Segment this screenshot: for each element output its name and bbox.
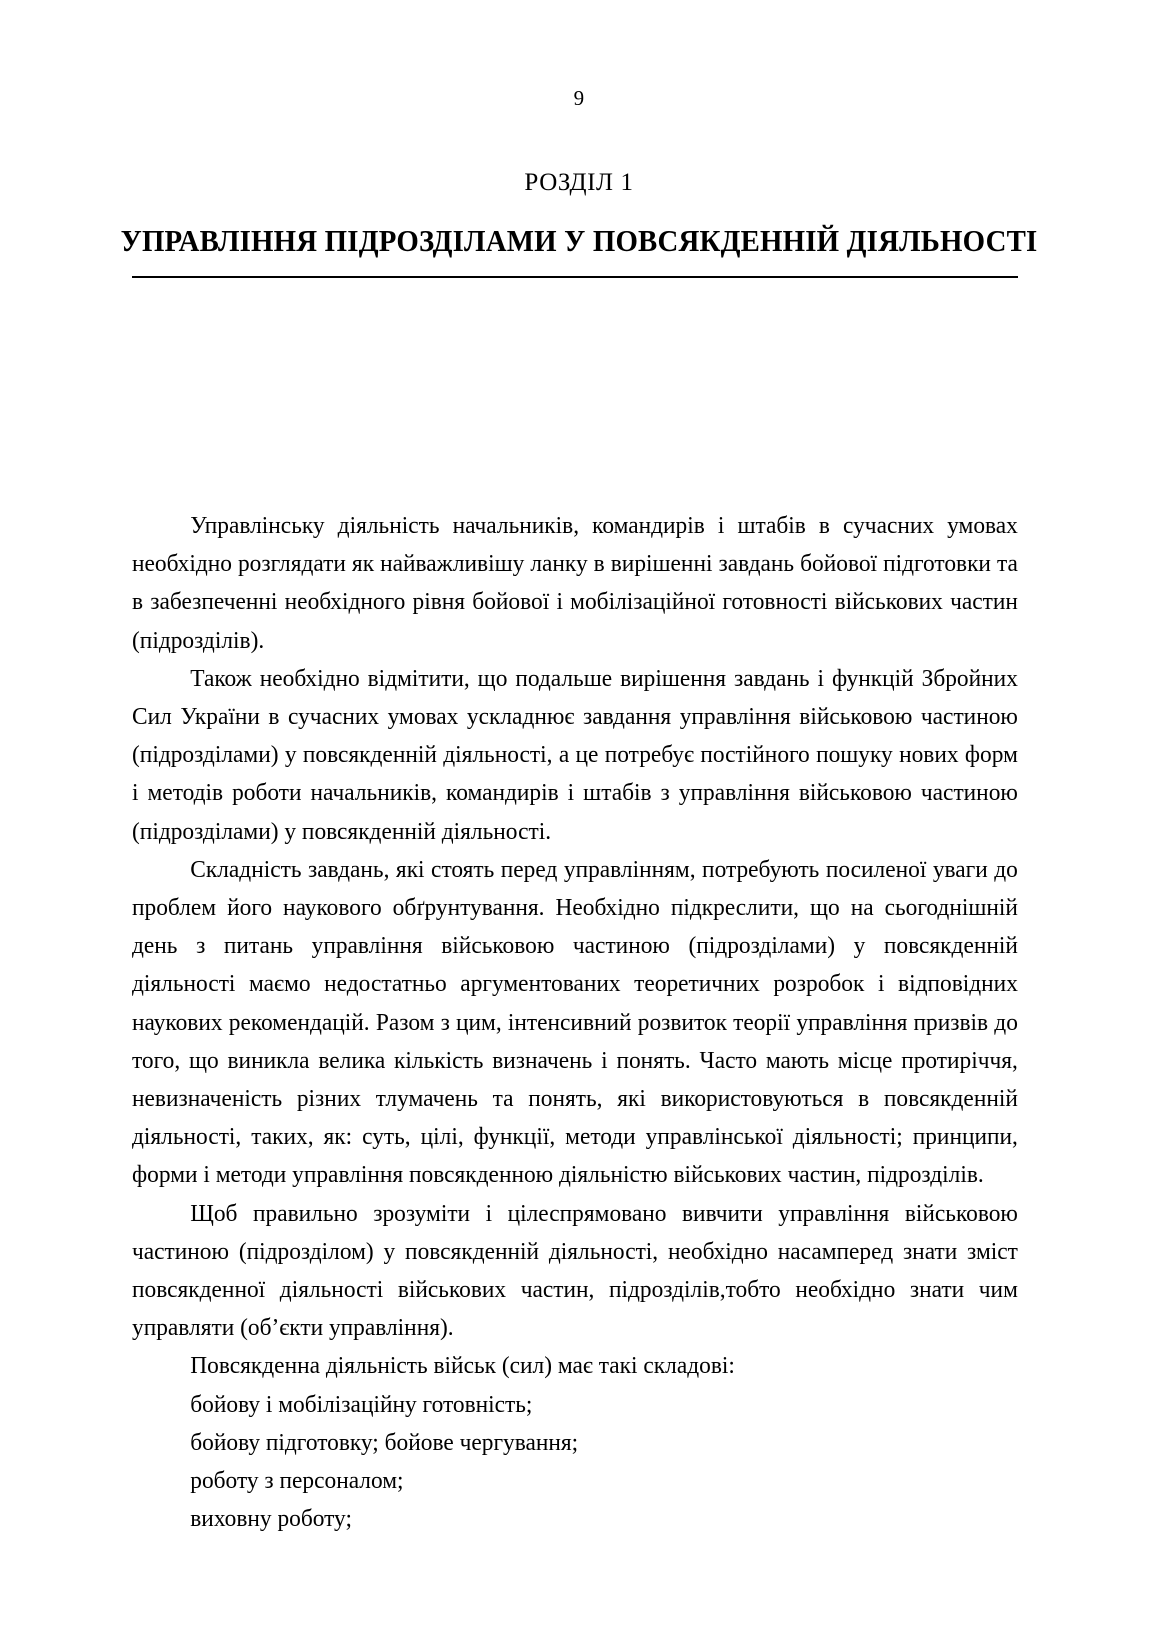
list-intro-line: Повсякденна діяльність військ (сил) має такі складові: bbox=[190, 1352, 735, 1380]
list-item: бойову і мобілізаційну готовність; bbox=[190, 1390, 533, 1418]
paragraph: Управлінську діяльність начальників, командирів і штабів в сучасних умовах необхідно розглядати як найважливішу ланку в вирішенні завдань бойової підготовки та в забезпеченні необхідного рівня бойової і мобілізаційної готовності військових частин (підрозділів). bbox=[132, 512, 1018, 654]
list-item: роботу з персоналом; bbox=[190, 1467, 404, 1495]
paragraph: Також необхідно відмітити, що подальше вирішення завдань і функцій Збройних Сил України в сучасних умовах ускладнює завдання управління військовою частиною (підрозділами) у повсякденній діяльності, а це потребує постійного пошуку нових форм і методів роботи начальників, командирів і штабів з управління військовою частиною (підрозділами) у повсякденній діяльності. bbox=[132, 664, 1018, 845]
list-item: виховну роботу; bbox=[190, 1505, 352, 1533]
title-divider bbox=[132, 276, 1018, 278]
body-text bbox=[132, 507, 1018, 1538]
paragraph: Щоб правильно зрозуміти і цілеспрямовано вивчити управління військовою частиною (підрозділом) у повсякденній діяльності, необхідно насамперед знати зміст повсякденної діяльності військових частин, підрозділів,тобто необхідно знати чим управляти (об’єкти управління). bbox=[132, 1199, 1018, 1342]
page-title: УПРАВЛІННЯ ПІДРОЗДІЛАМИ У ПОВСЯКДЕННІЙ ДІЯЛЬНОСТІ bbox=[120, 223, 1038, 258]
paragraph: Складність завдань, які стоять перед управлінням, потребують посиленої уваги до проблем його наукового обґрунтування. Необхідно підкреслити, що на сьогоднішній день з питань управління військовою частиною (підрозділами) у повсякденній діяльності маємо недостатньо аргументованих теоретичних розробок і відповідних наукових рекомендацій. Разом з цим, інтенсивний розвиток теорії управління призвів до того, що виникла велика кількість визначень і понять. Часто мають місце протиріччя, невизначеність різних тлумачень та понять, які використовуються в повсякденній діяльності, таких, як: суть, цілі, функції, методи управлінської діяльності; принципи, форми і методи управління повсякденною діяльністю військових частин, підрозділів. bbox=[132, 855, 1018, 1189]
chapter-label: РОЗДІЛ 1 bbox=[524, 169, 634, 196]
list-item: бойову підготовку; бойове чергування; bbox=[190, 1428, 579, 1456]
page-number: 9 bbox=[573, 86, 585, 110]
